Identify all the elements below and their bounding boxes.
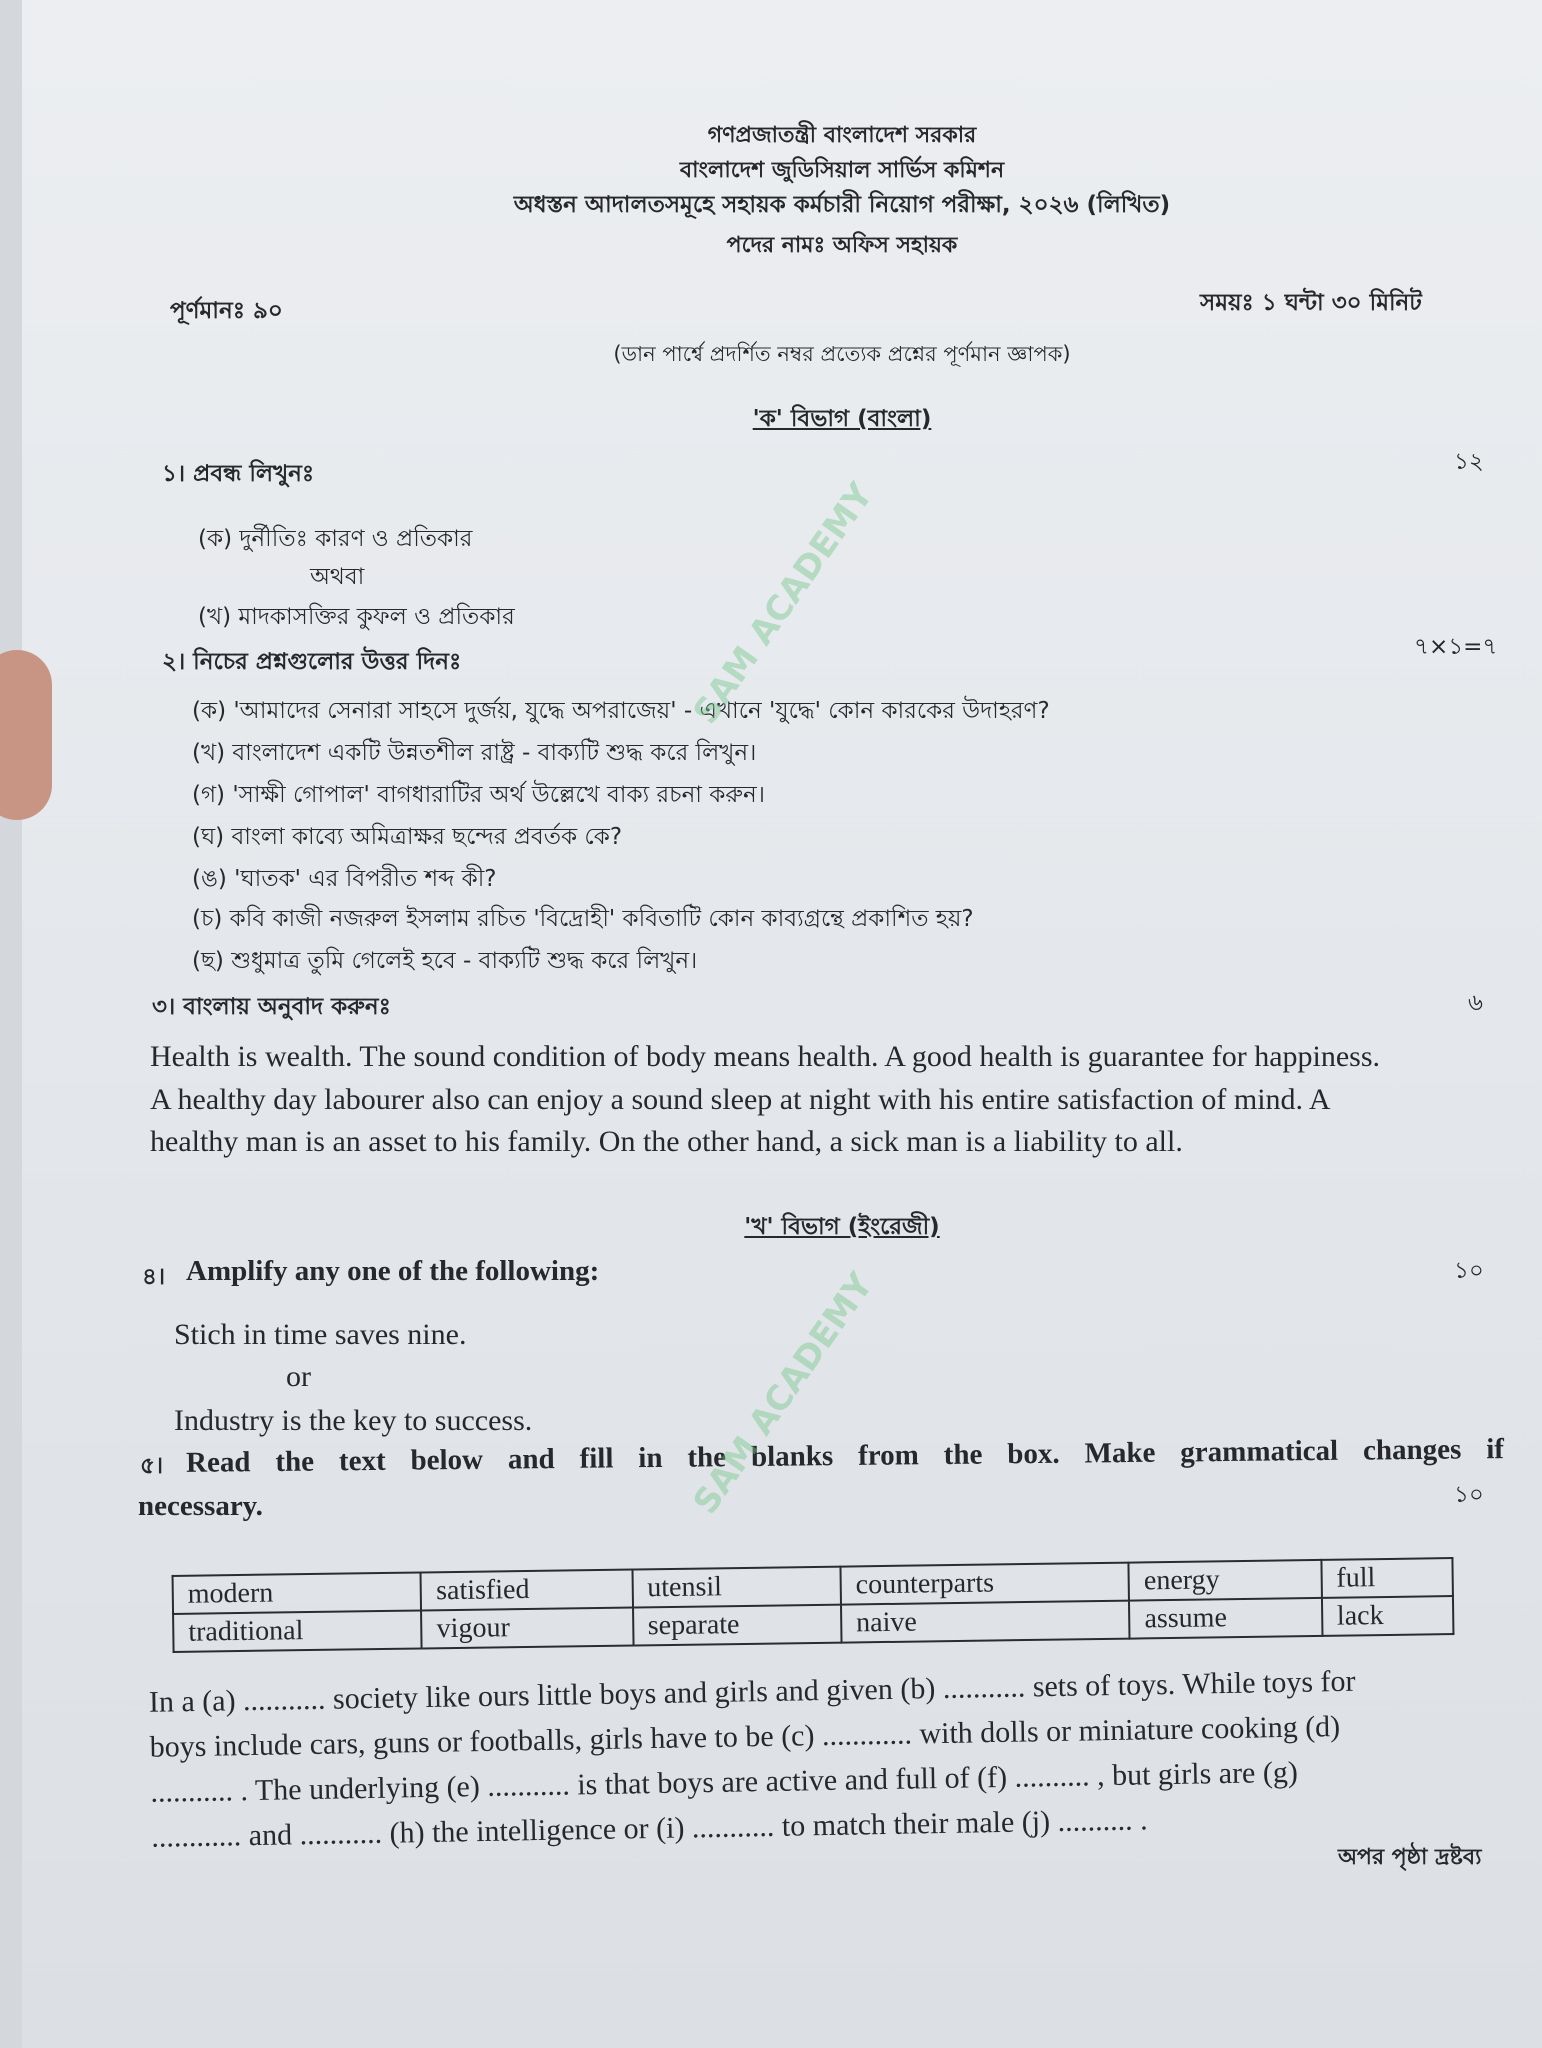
word-box-cell: vigour (421, 1608, 633, 1649)
q1-option-b: (খ) মাদকাসক্তির কুফল ও প্রতিকার (198, 604, 515, 630)
header-commission: বাংলাদেশ জুডিসিয়াল সার্ভিস কমিশন (679, 158, 1005, 183)
section-ka-title: 'ক' বিভাগ (বাংলা) (752, 406, 932, 432)
translation-line: healthy man is an asset to his family. On the other hand, a sick man is a liability to all. (150, 1125, 1183, 1158)
q2-item: (ঘ) বাংলা কাব্যে অমিত্রাক্ষর ছন্দের প্রবর্তক কে? (192, 824, 623, 850)
exam-paper (22, 0, 1542, 2048)
q2-marks: ৭×১=৭ (1414, 634, 1498, 660)
q3-label: ৩। বাংলায় অনুবাদ করুনঃ (152, 994, 391, 1020)
q5-instruction-cont: necessary. (138, 1490, 263, 1522)
watermark: SAM ACADEMY (685, 1265, 882, 1522)
q1-label: ১। প্রবন্ধ লিখুনঃ (162, 461, 315, 487)
q2-label: ২। নিচের প্রশ্নগুলোর উত্তর দিনঃ (162, 649, 462, 675)
q3-marks: ৬ (1468, 990, 1483, 1016)
word-box-cell: full (1321, 1558, 1453, 1598)
word-box-cell: lack (1322, 1596, 1454, 1636)
word-box-cell: assume (1129, 1598, 1322, 1639)
next-page-note: অপর পৃষ্ঠা দ্রষ্টব্য (1338, 1845, 1482, 1870)
passage-line: In a (a) ........... society like ours little boys and girls and given (b) ........... sets of toys. While toys for (148, 1664, 1356, 1719)
q2-item: (ছ) শুধুমাত্র তুমি গেলেই হবে - বাক্যটি শুদ্ধ করে লিখুন। (192, 948, 698, 974)
q4-option-1: Stich in time saves nine. (174, 1318, 467, 1351)
q4-number: ৪। (142, 1264, 166, 1290)
header-government: গণপ্রজাতন্ত্রী বাংলাদেশ সরকার (707, 123, 977, 148)
q1-marks: ১২ (1454, 449, 1484, 475)
word-box-cell: counterparts (840, 1563, 1129, 1605)
word-box-cell: separate (633, 1605, 842, 1646)
q2-item: (গ) 'সাক্ষী গোপাল' বাগধারাটির অর্থ উল্লেখে বাক্য রচনা করুন। (192, 782, 765, 808)
q2-item: (ক) 'আমাদের সেনারা সাহসে দুর্জয়, যুদ্ধে অপরাজেয়' - এখানে 'যুদ্ধে' কোন কারকের উদাহরণ? (192, 698, 1050, 724)
marks-instruction: (ডান পার্শ্বে প্রদর্শিত নম্বর প্রত্যেক প্রশ্নের পূর্ণমান জ্ঞাপক) (613, 342, 1071, 366)
q4-marks: ১০ (1454, 1258, 1484, 1284)
header-post-name: পদের নামঃ অফিস সহায়ক (726, 233, 958, 258)
q2-item: (ঙ) 'ঘাতক' এর বিপরীত শব্দ কী? (192, 866, 497, 892)
passage-line: boys include cars, guns or footballs, girls have to be (c) ............ with dolls or miniature cooking (d) (149, 1710, 1341, 1764)
fill-in-passage (149, 1656, 1504, 1860)
translation-line: Health is wealth. The sound condition of body means health. A good health is guarantee for happiness. (150, 1040, 1381, 1073)
translation-line: A healthy day labourer also can enjoy a sound sleep at night with his entire satisfaction of mind. A (150, 1083, 1331, 1116)
word-box-cell: utensil (632, 1567, 841, 1608)
exam-time: সময়ঃ ১ ঘন্টা ৩০ মিনিট (1200, 290, 1422, 316)
q2-item: (খ) বাংলাদেশ একটি উন্নতশীল রাষ্ট্র - বাক্যটি শুদ্ধ করে লিখুন। (192, 740, 757, 766)
word-box-cell: traditional (173, 1610, 422, 1651)
q4-text: Amplify any one of the following: (186, 1255, 600, 1287)
q5-marks: ১০ (1454, 1482, 1484, 1508)
word-box-cell: energy (1129, 1560, 1322, 1601)
word-box-cell: naive (841, 1601, 1130, 1643)
q1-option-a: (ক) দুর্নীতিঃ কারণ ও প্রতিকার (198, 526, 473, 552)
q5-number: ৫। (140, 1453, 164, 1479)
full-marks: পূর্ণমানঃ ৯০ (170, 298, 283, 324)
finger (0, 650, 52, 820)
watermark: SAM ACADEMY (685, 475, 882, 732)
q1-or: অথবা (310, 564, 365, 590)
header-exam-title: অধস্তন আদালতসমূহে সহায়ক কর্মচারী নিয়োগ পরীক্ষা, ২০২৬ (লিখিত) (513, 192, 1171, 218)
passage-line: ............ and ........... (h) the intelligence or (i) ........... to match their male (j) .......... . (150, 1803, 1148, 1854)
word-box-cell: modern (173, 1572, 422, 1613)
section-kha-title: 'খ' বিভাগ (ইংরেজী) (744, 1214, 940, 1240)
q4-or: or (286, 1360, 311, 1393)
q4-option-2: Industry is the key to success. (174, 1404, 533, 1437)
passage-line: ........... . The underlying (e) ........... is that boys are active and full of (f) .......... , but girls are (g) (150, 1755, 1299, 1809)
word-box (172, 1557, 1455, 1653)
q2-item: (চ) কবি কাজী নজরুল ইসলাম রচিত 'বিদ্রোহী' কবিতাটি কোন কাব্যগ্রন্থে প্রকাশিত হয়? (192, 906, 974, 932)
q5-instruction: Read the text below and fill in the blanks from the box. Make grammatical changes if (185, 1433, 1505, 1479)
word-box-cell: satisfied (421, 1570, 633, 1611)
